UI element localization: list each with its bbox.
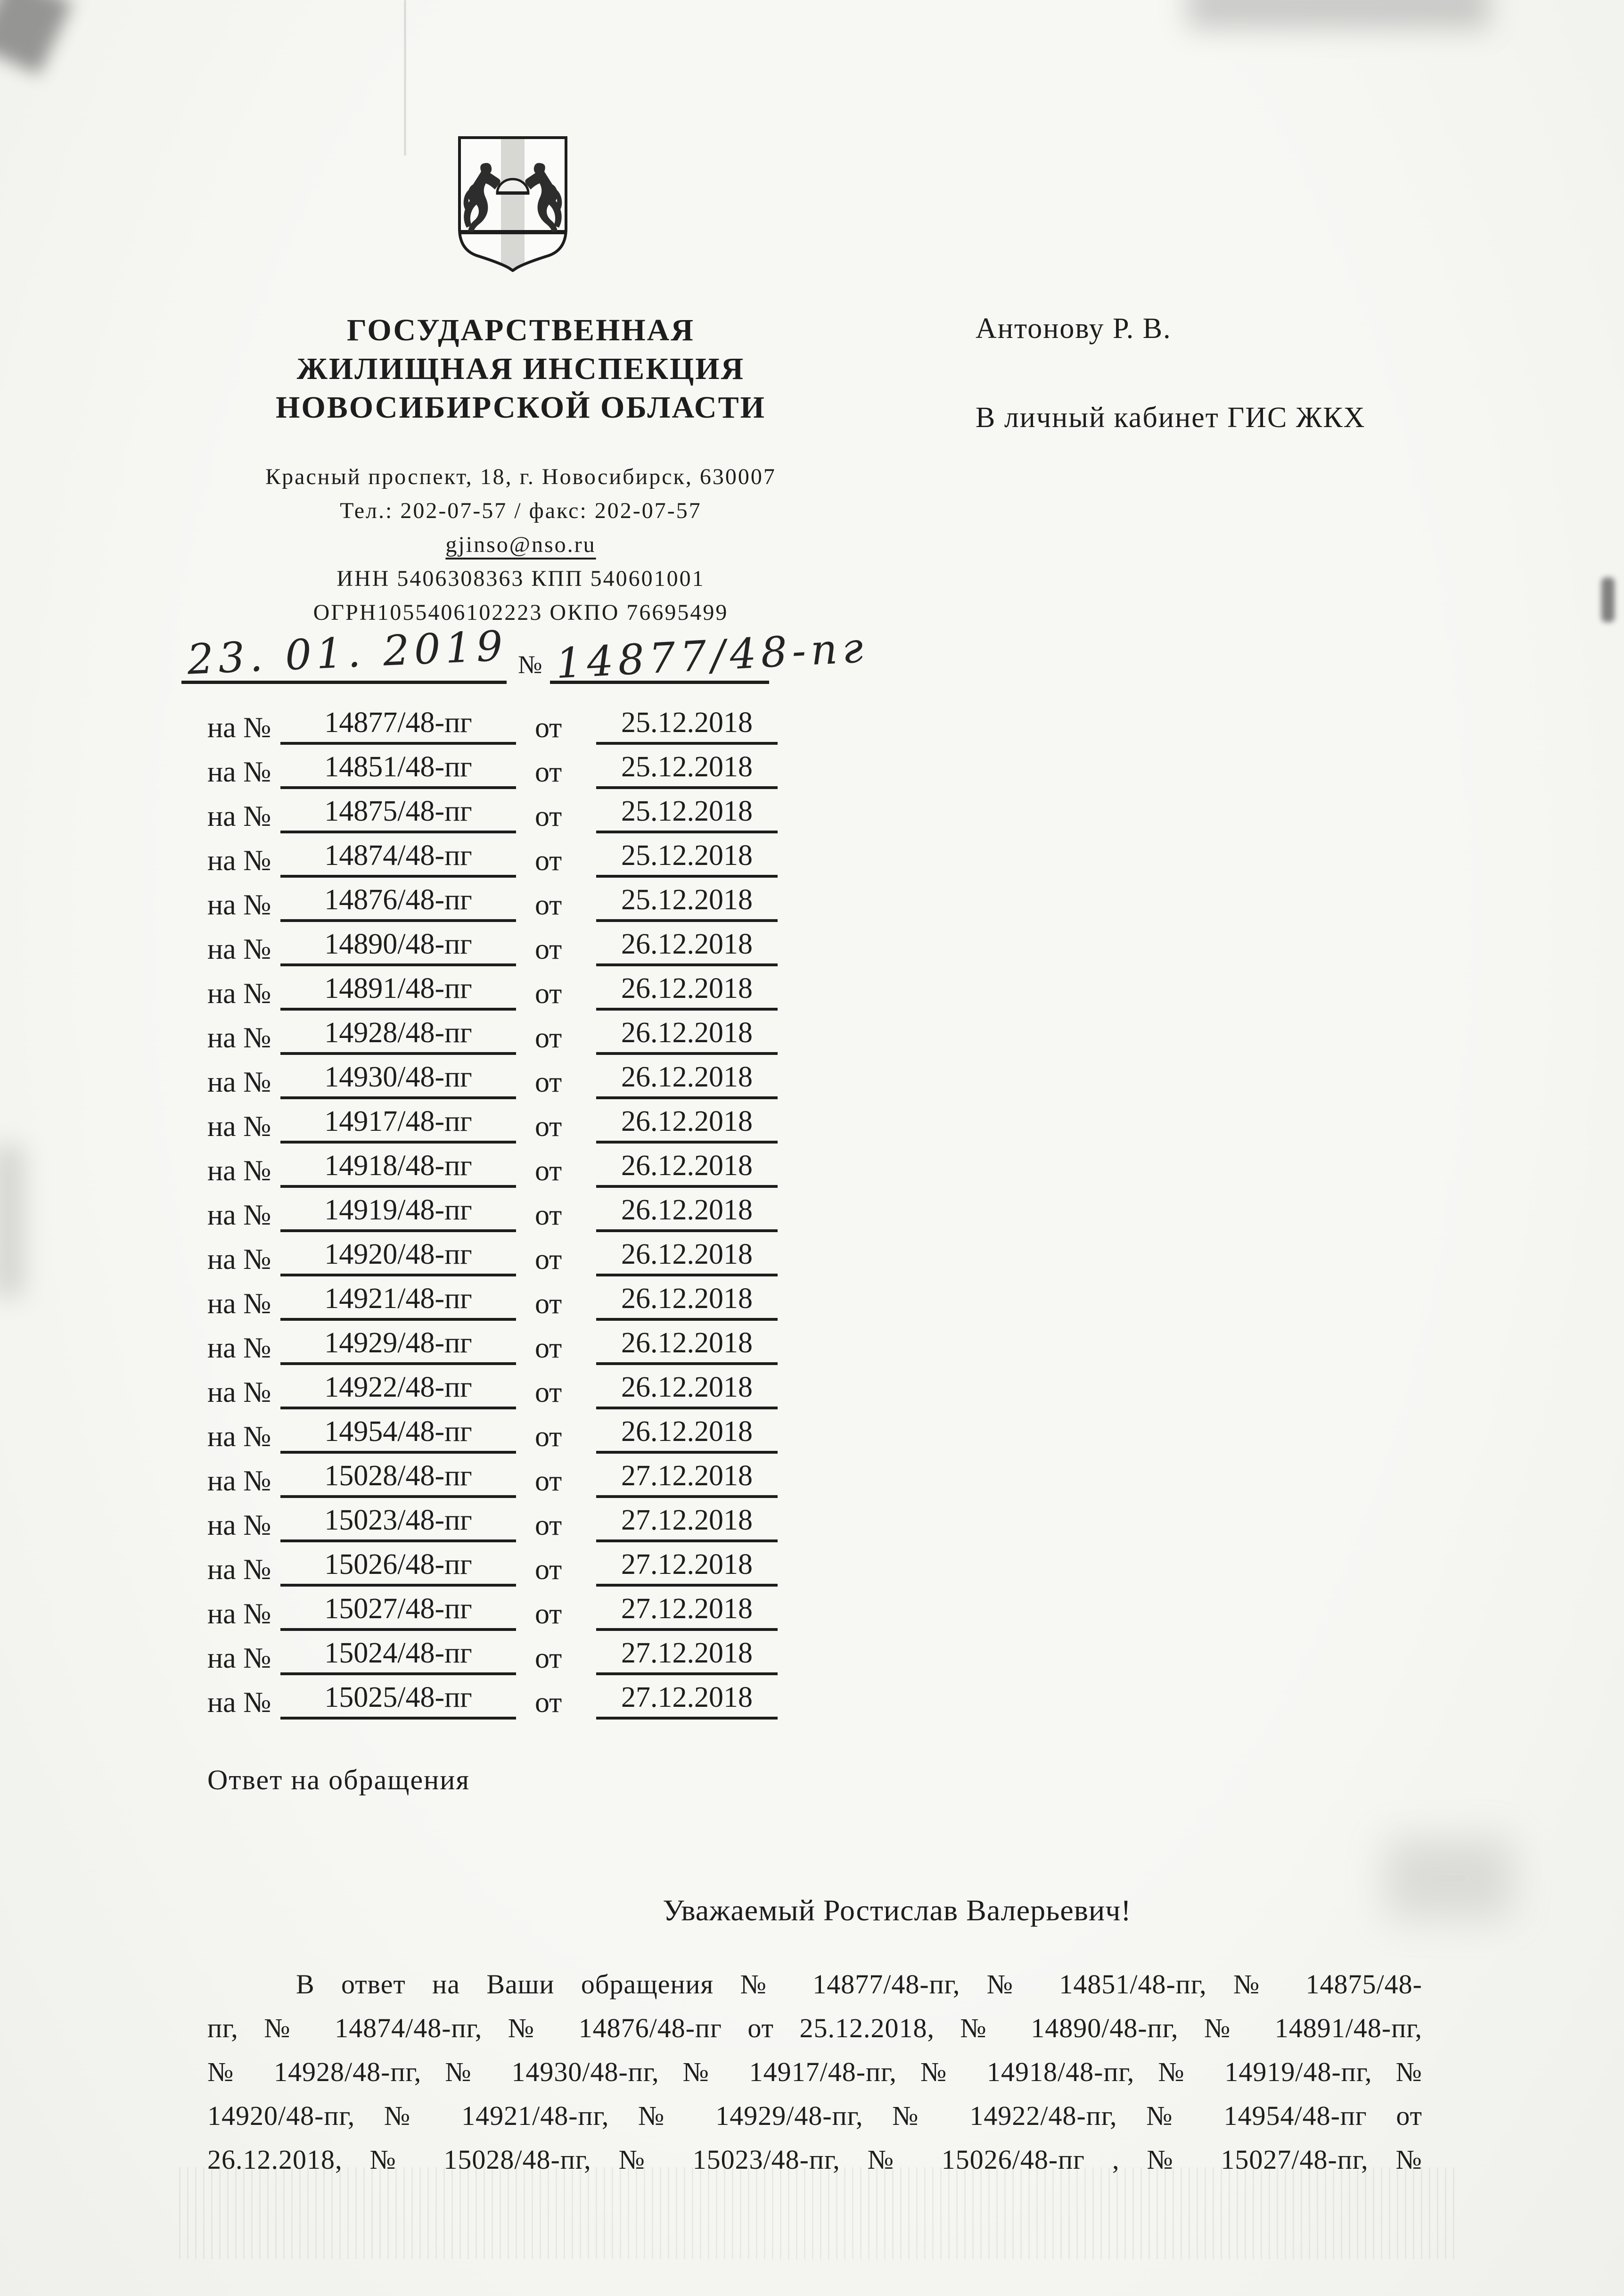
reference-row bbox=[207, 1456, 796, 1500]
reference-number: 14930/48-пг bbox=[280, 1061, 516, 1099]
reference-prefix: на № bbox=[207, 712, 271, 744]
reference-prefix: на № bbox=[207, 889, 271, 921]
reference-row bbox=[207, 1234, 796, 1278]
reference-number: 15023/48-пг bbox=[280, 1504, 516, 1542]
reference-row bbox=[207, 1278, 796, 1323]
reference-date: 26.12.2018 bbox=[596, 1016, 778, 1055]
reference-list bbox=[207, 702, 796, 1721]
reference-connector: от bbox=[535, 1421, 562, 1453]
reference-prefix: на № bbox=[207, 1509, 271, 1541]
body-line: 26.12.2018, № 15028/48-пг, № 15023/48-пг, № 15026/48-пг , № 15027/48-пг, № bbox=[207, 2144, 1422, 2175]
reference-prefix: на № bbox=[207, 1243, 271, 1276]
reference-prefix: на № bbox=[207, 1288, 271, 1320]
agency-name-line: ГОСУДАРСТВЕННАЯ bbox=[347, 313, 695, 347]
handwritten-number: 14877/48-пг bbox=[554, 623, 869, 688]
reference-row bbox=[207, 1633, 796, 1677]
reference-connector: от bbox=[535, 1509, 562, 1541]
reference-row bbox=[207, 1012, 796, 1057]
reference-date: 26.12.2018 bbox=[596, 1371, 778, 1409]
reference-row bbox=[207, 1677, 796, 1721]
reference-date: 26.12.2018 bbox=[596, 1105, 778, 1144]
reference-number: 14891/48-пг bbox=[280, 972, 516, 1011]
reference-row bbox=[207, 968, 796, 1012]
reference-date: 26.12.2018 bbox=[596, 1326, 778, 1365]
reference-prefix: на № bbox=[207, 978, 271, 1010]
reference-connector: от bbox=[535, 800, 562, 832]
reference-date: 27.12.2018 bbox=[596, 1459, 778, 1498]
reference-date: 26.12.2018 bbox=[596, 928, 778, 966]
reference-number: 15026/48-пг bbox=[280, 1548, 516, 1587]
reference-connector: от bbox=[535, 712, 562, 744]
reference-row bbox=[207, 1544, 796, 1588]
reference-prefix: на № bbox=[207, 1465, 271, 1497]
scan-artifact bbox=[1188, 0, 1489, 28]
reference-number: 15027/48-пг bbox=[280, 1592, 516, 1631]
reference-connector: от bbox=[535, 1598, 562, 1630]
reference-number: 14954/48-пг bbox=[280, 1415, 516, 1454]
reference-number: 14876/48-пг bbox=[280, 883, 516, 922]
reference-row bbox=[207, 747, 796, 791]
reference-date: 26.12.2018 bbox=[596, 1193, 778, 1232]
reference-prefix: на № bbox=[207, 845, 271, 877]
recipient-block bbox=[976, 312, 1366, 435]
reference-number: 14918/48-пг bbox=[280, 1149, 516, 1188]
reference-number: 14874/48-пг bbox=[280, 839, 516, 878]
body-line: пг, № 14874/48-пг, № 14876/48-пг от 25.12.2018, № 14890/48-пг, № 14891/48-пг, bbox=[207, 2013, 1422, 2043]
recipient-name: Антонову Р. В. bbox=[976, 313, 1172, 345]
agency-phone-fax: Тел.: 202-07-57 / факс: 202-07-57 bbox=[340, 498, 702, 523]
outgoing-stamp bbox=[181, 621, 1006, 695]
agency-contacts-block bbox=[167, 460, 874, 630]
subject-line: Ответ на обращения bbox=[207, 1764, 470, 1795]
reference-row bbox=[207, 1411, 796, 1456]
body-line: В ответ на Ваши обращения № 14877/48-пг, № 14851/48-пг, № 14875/48- bbox=[296, 1969, 1422, 2000]
reference-date: 26.12.2018 bbox=[596, 1282, 778, 1321]
body-line: № 14928/48-пг, № 14930/48-пг, № 14917/48-пг, № 14918/48-пг, № 14919/48-пг, № bbox=[207, 2057, 1422, 2087]
agency-ogrn-okpo: ОГРН1055406102223 ОКПО 76695499 bbox=[313, 600, 729, 625]
reference-prefix: на № bbox=[207, 1022, 271, 1054]
reference-number: 15025/48-пг bbox=[280, 1681, 516, 1720]
reference-row bbox=[207, 835, 796, 880]
reference-date: 27.12.2018 bbox=[596, 1592, 778, 1631]
scan-artifact bbox=[404, 0, 406, 156]
reference-number: 14851/48-пг bbox=[280, 750, 516, 789]
reference-date: 27.12.2018 bbox=[596, 1548, 778, 1587]
reference-prefix: на № bbox=[207, 933, 271, 965]
reference-prefix: на № bbox=[207, 1421, 271, 1453]
reference-date: 27.12.2018 bbox=[596, 1637, 778, 1675]
reference-connector: от bbox=[535, 756, 562, 788]
outgoing-number-field bbox=[550, 623, 869, 688]
body-paragraph bbox=[207, 1962, 1422, 2181]
agency-inn-kpp: ИНН 5406308363 КПП 540601001 bbox=[336, 566, 705, 591]
recipient-delivery-method: В личный кабинет ГИС ЖКХ bbox=[976, 402, 1366, 434]
agency-address: Красный проспект, 18, г. Новосибирск, 630007 bbox=[265, 464, 776, 489]
reference-row bbox=[207, 1500, 796, 1544]
reference-prefix: на № bbox=[207, 1111, 271, 1143]
reference-date: 25.12.2018 bbox=[596, 706, 778, 745]
reference-number: 14928/48-пг bbox=[280, 1016, 516, 1055]
reference-connector: от bbox=[535, 1332, 562, 1364]
reference-number: 14890/48-пг bbox=[280, 928, 516, 966]
agency-name-block bbox=[226, 311, 815, 427]
reference-prefix: на № bbox=[207, 1642, 271, 1674]
reference-date: 25.12.2018 bbox=[596, 795, 778, 833]
reference-number: 14919/48-пг bbox=[280, 1193, 516, 1232]
reference-number: 14921/48-пг bbox=[280, 1282, 516, 1321]
reference-row bbox=[207, 1367, 796, 1411]
salutation: Уважаемый Ростислав Валерьевич! bbox=[663, 1893, 1132, 1927]
reference-row bbox=[207, 1057, 796, 1101]
reference-connector: от bbox=[535, 889, 562, 921]
reference-row bbox=[207, 1101, 796, 1145]
reference-number: 15024/48-пг bbox=[280, 1637, 516, 1675]
reference-prefix: на № bbox=[207, 1687, 271, 1719]
reference-date: 26.12.2018 bbox=[596, 972, 778, 1011]
coat-of-arms-novosibirsk-icon bbox=[454, 132, 572, 272]
reference-connector: от bbox=[535, 1199, 562, 1231]
reference-prefix: на № bbox=[207, 800, 271, 832]
reference-row bbox=[207, 924, 796, 968]
number-sign: № bbox=[518, 650, 542, 679]
reference-prefix: на № bbox=[207, 1598, 271, 1630]
reference-row bbox=[207, 880, 796, 924]
reference-row bbox=[207, 1323, 796, 1367]
reference-connector: от bbox=[535, 1376, 562, 1408]
reference-date: 26.12.2018 bbox=[596, 1061, 778, 1099]
reference-connector: от bbox=[535, 1111, 562, 1143]
reference-connector: от bbox=[535, 1155, 562, 1187]
reference-prefix: на № bbox=[207, 1199, 271, 1231]
reference-row bbox=[207, 1588, 796, 1633]
scan-artifact bbox=[0, 0, 73, 75]
reference-connector: от bbox=[535, 1642, 562, 1674]
reference-number: 14875/48-пг bbox=[280, 795, 516, 833]
reference-date: 25.12.2018 bbox=[596, 883, 778, 922]
reference-prefix: на № bbox=[207, 1376, 271, 1408]
reference-connector: от bbox=[535, 1554, 562, 1586]
reference-date: 25.12.2018 bbox=[596, 839, 778, 878]
agency-email: gjinso@nso.ru bbox=[445, 532, 596, 557]
reference-number: 15028/48-пг bbox=[280, 1459, 516, 1498]
reference-date: 27.12.2018 bbox=[596, 1504, 778, 1542]
reference-number: 14920/48-пг bbox=[280, 1238, 516, 1276]
scan-artifact bbox=[1601, 577, 1615, 622]
reference-date: 27.12.2018 bbox=[596, 1681, 778, 1720]
reference-connector: от bbox=[535, 845, 562, 877]
reference-row bbox=[207, 1145, 796, 1190]
reference-prefix: на № bbox=[207, 1155, 271, 1187]
reference-number: 14929/48-пг bbox=[280, 1326, 516, 1365]
reference-row bbox=[207, 791, 796, 835]
outgoing-date-field bbox=[181, 621, 509, 684]
reference-date: 26.12.2018 bbox=[596, 1238, 778, 1276]
reference-connector: от bbox=[535, 1687, 562, 1719]
agency-name-line: ЖИЛИЩНАЯ ИНСПЕКЦИЯ bbox=[296, 352, 745, 386]
reference-connector: от bbox=[535, 1022, 562, 1054]
scan-artifact bbox=[0, 1145, 24, 1296]
reference-connector: от bbox=[535, 1465, 562, 1497]
reference-connector: от bbox=[535, 1243, 562, 1276]
reference-prefix: на № bbox=[207, 1066, 271, 1098]
reference-row bbox=[207, 1190, 796, 1234]
reference-number: 14877/48-пг bbox=[280, 706, 516, 745]
body-line: 14920/48-пг, № 14921/48-пг, № 14929/48-пг, № 14922/48-пг, № 14954/48-пг от bbox=[207, 2100, 1422, 2131]
reference-connector: от bbox=[535, 933, 562, 965]
reference-date: 26.12.2018 bbox=[596, 1415, 778, 1454]
reference-date: 25.12.2018 bbox=[596, 750, 778, 789]
reference-number: 14922/48-пг bbox=[280, 1371, 516, 1409]
agency-name-line: НОВОСИБИРСКОЙ ОБЛАСТИ bbox=[276, 390, 766, 425]
reference-connector: от bbox=[535, 1288, 562, 1320]
reference-date: 26.12.2018 bbox=[596, 1149, 778, 1188]
reference-prefix: на № bbox=[207, 756, 271, 788]
reference-prefix: на № bbox=[207, 1554, 271, 1586]
reference-connector: от bbox=[535, 978, 562, 1010]
reference-connector: от bbox=[535, 1066, 562, 1098]
reference-number: 14917/48-пг bbox=[280, 1105, 516, 1144]
reference-row bbox=[207, 702, 796, 747]
handwritten-date: 23. 01. 2019 bbox=[186, 621, 509, 684]
reference-prefix: на № bbox=[207, 1332, 271, 1364]
